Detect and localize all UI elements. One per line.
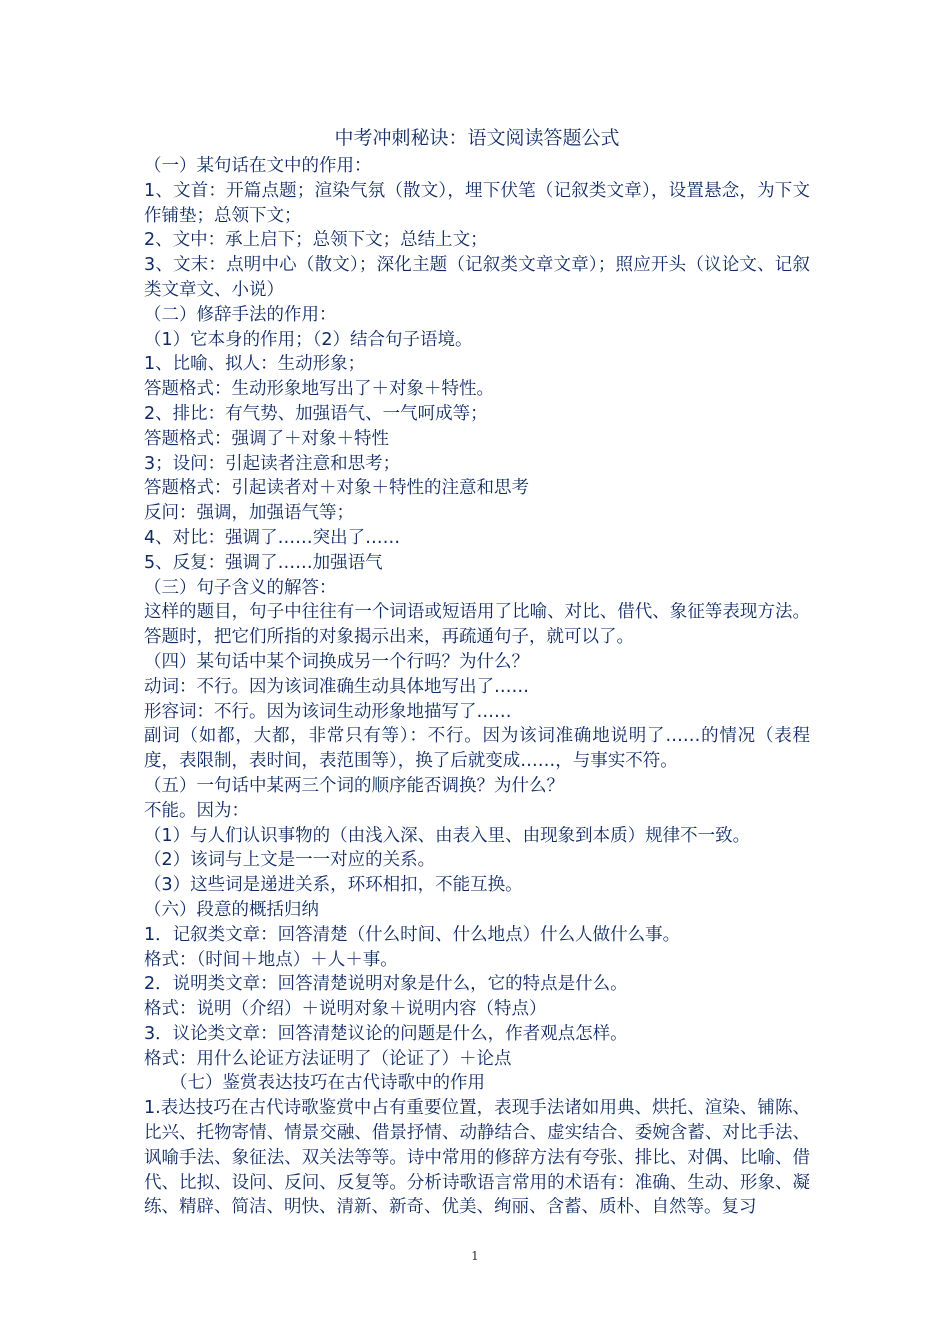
section-heading-1: （一）某句话在文中的作用： — [144, 156, 372, 176]
paragraph-line: 格式：（时间＋地点）＋人＋事。 — [144, 949, 398, 970]
document-title: 中考冲刺秘诀：语文阅读答题公式 — [334, 127, 620, 149]
paragraph-line: 动词：不行。因为该词准确生动具体地写出了…… — [144, 676, 529, 697]
paragraph-line: （3）这些词是递进关系，环环相扣，不能互换。 — [144, 875, 523, 896]
paragraph-line: 3；设问：引起读者注意和思考； — [144, 453, 401, 474]
paragraph-line: （1）与人们认识事物的（由浅入深、由表入里、由现象到本质）规律不一致。 — [144, 825, 751, 846]
paragraph-line: 4、对比：强调了……突出了…… — [144, 527, 401, 548]
paragraph-line: 格式：说明（介绍）＋说明对象＋说明内容（特点） — [144, 999, 547, 1020]
paragraph-line: 这样的题目，句子中往往有一个词语或短语用了比喻、对比、借代、象征等表现方法。答题时，把它们所指的对象揭示出来，再疏通句子，就可以了。 — [144, 602, 810, 648]
paragraph-line: 2．说明类文章：回答清楚说明对象是什么，它的特点是什么。 — [144, 974, 628, 995]
document-body — [144, 122, 810, 1220]
paragraph-line: （2）该词与上文是一一对应的关系。 — [144, 850, 436, 871]
section-heading-2: （二）修辞手法的作用： — [144, 304, 337, 325]
paragraph-line: 1、比喻、拟人：生动形象； — [144, 354, 366, 375]
page-number: 1 — [471, 1249, 479, 1263]
paragraph-line: 答题格式：强调了＋对象＋特性 — [144, 428, 389, 449]
paragraph-line: 副词（如都，大都，非常只有等）：不行。因为该词准确地说明了……的情况（表程度，表限制，表时间，表范围等），换了后就变成……，与事实不符。 — [144, 726, 810, 772]
paragraph-line: 2、文中：承上启下；总领下文；总结上文； — [144, 230, 488, 251]
paragraph-line: 形容词：不行。因为该词生动形象地描写了…… — [144, 701, 512, 722]
paragraph-line: 3、文末：点明中心（散文）；深化主题（记叙类文章文章）；照应开头（议论文、记叙类文章文、小说） — [144, 255, 810, 300]
section-heading-5: （五）一句话中某两三个词的顺序能否调换？为什么？ — [144, 775, 564, 796]
paragraph-line: 反问：强调，加强语气等； — [144, 503, 354, 524]
paragraph-line: 答题格式：生动形象地写出了＋对象＋特性。 — [144, 379, 494, 400]
paragraph-line: 不能。因为： — [144, 800, 249, 821]
paragraph-line: 答题格式：引起读者对＋对象＋特性的注意和思考 — [144, 478, 529, 499]
section-heading-3: （三）句子含义的解答： — [144, 577, 337, 598]
section-heading-7: （七）鉴赏表达技巧在古代诗歌中的作用 — [170, 1073, 485, 1094]
section-heading-6: （六）段意的概括归纳 — [144, 899, 319, 920]
paragraph-line: 2、排比：有气势、加强语气、一气呵成等； — [144, 403, 488, 424]
section-heading-4: （四）某句话中某个词换成另一个行吗？为什么？ — [144, 651, 529, 672]
paragraph-line: （1）它本身的作用；（2）结合句子语境。 — [144, 329, 473, 350]
paragraph-line: 3．议论类文章：回答清楚议论的问题是什么，作者观点怎样。 — [144, 1023, 628, 1044]
paragraph-line: 5、反复：强调了……加强语气 — [144, 552, 383, 573]
paragraph-line: 1.表达技巧在古代诗歌鉴赏中占有重要位置，表现手法诸如用典、烘托、渲染、铺陈、比兴、托物寄情、情景交融、借景抒情、动静结合、虚实结合、委婉含蓄、对比手法、讽喻手法、象征法、双关法等等。诗中常用的修辞方法有夸张、排比、对偶、比喻、借代、比拟、设问、反问、反复等。分析诗歌语言常用的术语有：准确、生动、形象、凝练、精辟、简洁、明快、清新、新奇、优美、绚丽、含蓄、质朴、自然等。复习 — [144, 1098, 810, 1218]
paragraph-line: 格式：用什么论证方法证明了（论证了）＋论点 — [144, 1048, 512, 1069]
paragraph-line: 1．记叙类文章：回答清楚（什么时间、什么地点）什么人做什么事。 — [144, 924, 681, 945]
paragraph-line: 1、文首：开篇点题；渲染气氛（散文），埋下伏笔（记叙类文章），设置悬念，为下文作铺垫；总领下文； — [144, 180, 810, 226]
